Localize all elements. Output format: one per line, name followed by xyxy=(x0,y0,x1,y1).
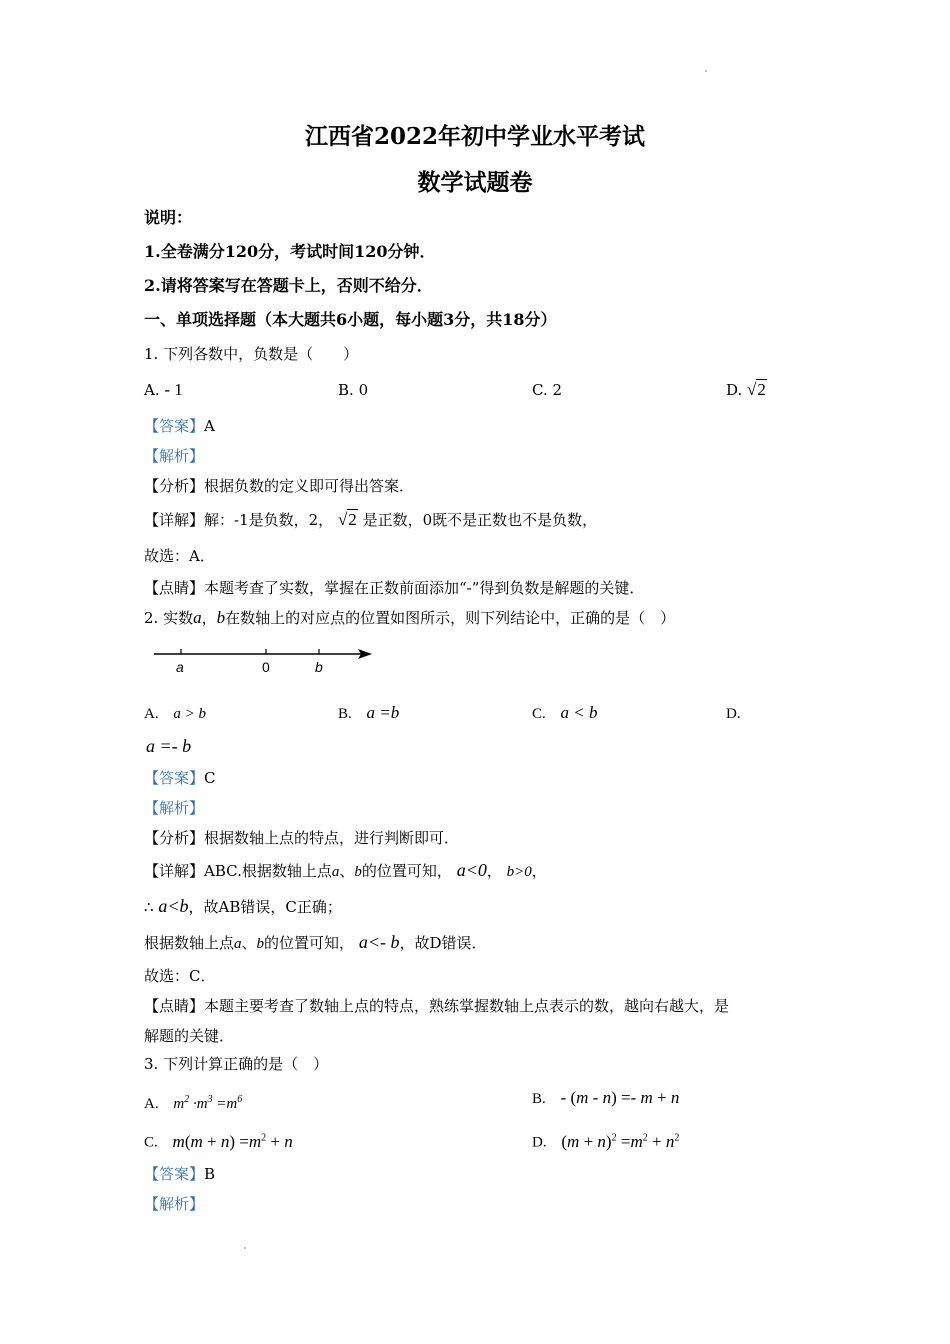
q2-option-d: a =- b xyxy=(146,736,192,756)
q3-stem: 3. 下列计算正确的是（ ） xyxy=(144,1055,329,1073)
q1-answer: 【答案】A xyxy=(144,417,215,435)
q2-detail-1: 【详解】ABC.根据数轴上点a、b的位置可知， a<0， b>0， xyxy=(144,860,547,880)
axis-label-b: b xyxy=(315,659,323,675)
q2-option-d-label: D. xyxy=(726,706,741,722)
instruction-line-1: 1.全卷满分120分，考试时间120分钟． xyxy=(144,242,436,261)
q1-detail: 【详解】解：-1是负数，2， √2 是正数，0既不是正数也不是负数， xyxy=(144,510,598,529)
q1-choose: 故选：A． xyxy=(144,547,215,565)
q3-answer: 【答案】B xyxy=(144,1165,216,1183)
q1-option-a: A. - 1 xyxy=(144,380,183,399)
q1-fenxi: 【分析】根据负数的定义即可得出答案． xyxy=(144,477,415,495)
q1-option-d: D. √2 xyxy=(726,380,766,399)
section-heading: 一、单项选择题（本大题共6小题，每小题3分，共18分） xyxy=(144,310,557,329)
q1-analysis-tag: 【解析】 xyxy=(144,447,205,465)
scan-dot xyxy=(244,1247,246,1249)
q1-option-c: C. 2 xyxy=(532,381,563,399)
q1-option-b: B. 0 xyxy=(338,381,369,399)
sqrt-symbol: √2 xyxy=(747,380,766,399)
q3-analysis-tag: 【解析】 xyxy=(144,1195,205,1213)
q2-stem: 2. 实数a，b在数轴上的对应点的位置如图所示，则下列结论中，正确的是（ ） xyxy=(144,608,676,627)
axis-label-zero: 0 xyxy=(262,659,270,675)
q2-choose: 故选：C． xyxy=(144,967,216,985)
q3-option-d-formula: $(m + n)^2 =m^2 + n^2$ xyxy=(561,1131,680,1151)
q2-fenxi: 【分析】根据数轴上点的特点，进行判断即可． xyxy=(144,829,460,847)
q2-option-c: C. a < b xyxy=(532,703,598,722)
q3-option-c: C. $m(m + n) =m^2 + n$ xyxy=(144,1131,293,1151)
q3-option-b-formula: - (m - n) =- m + n xyxy=(560,1088,680,1107)
instruction-line-2: 2.请将答案写在答题卡上，否则不给分． xyxy=(144,276,433,295)
q2-detail-2: ∴ a<b，故AB错误，C正确； xyxy=(144,896,342,916)
scan-dot xyxy=(705,70,707,72)
q2-analysis-tag: 【解析】 xyxy=(144,799,205,817)
q3-option-c-formula: $m(m + n) =m^2 + n$ xyxy=(172,1131,293,1151)
q2-detail-3: 根据数轴上点a、b的位置可知， a<- b，故D错误． xyxy=(144,932,487,952)
q1-dianjing: 【点睛】本题考查了实数，掌握在正数前面添加“-”得到负数是解题的关键． xyxy=(144,579,645,597)
q2-option-b: B. a =b xyxy=(338,703,400,722)
q2-answer: 【答案】C xyxy=(144,769,216,787)
q1-stem: 1. 下列各数中，负数是（ ） xyxy=(144,345,359,363)
sqrt-symbol: √2 xyxy=(337,510,357,529)
q3-option-d: D. $(m + n)^2 =m^2 + n^2$ xyxy=(532,1131,680,1151)
instructions-heading: 说明： xyxy=(144,208,193,227)
q3-option-b: B. - (m - n) =- m + n xyxy=(532,1088,680,1107)
exam-subtitle: 数学试题卷 xyxy=(417,169,533,196)
q2-dianjing-2: 解题的关键． xyxy=(144,1027,235,1045)
exam-title: 江西省2022年初中学业水平考试 xyxy=(304,123,645,150)
number-line-figure xyxy=(150,642,380,682)
axis-label-a: a xyxy=(176,659,184,675)
q3-option-a-formula: $m^2 \cdot m^3 =m^6$ xyxy=(173,1094,243,1112)
q2-dianjing-1: 【点睛】本题主要考查了数轴上点的特点，熟练掌握数轴上点表示的数，越向右越大，是 xyxy=(144,997,730,1015)
q3-option-a: A. $m^2 \cdot m^3 =m^6$ xyxy=(144,1094,243,1112)
q2-option-a: A. a > b xyxy=(144,706,206,722)
